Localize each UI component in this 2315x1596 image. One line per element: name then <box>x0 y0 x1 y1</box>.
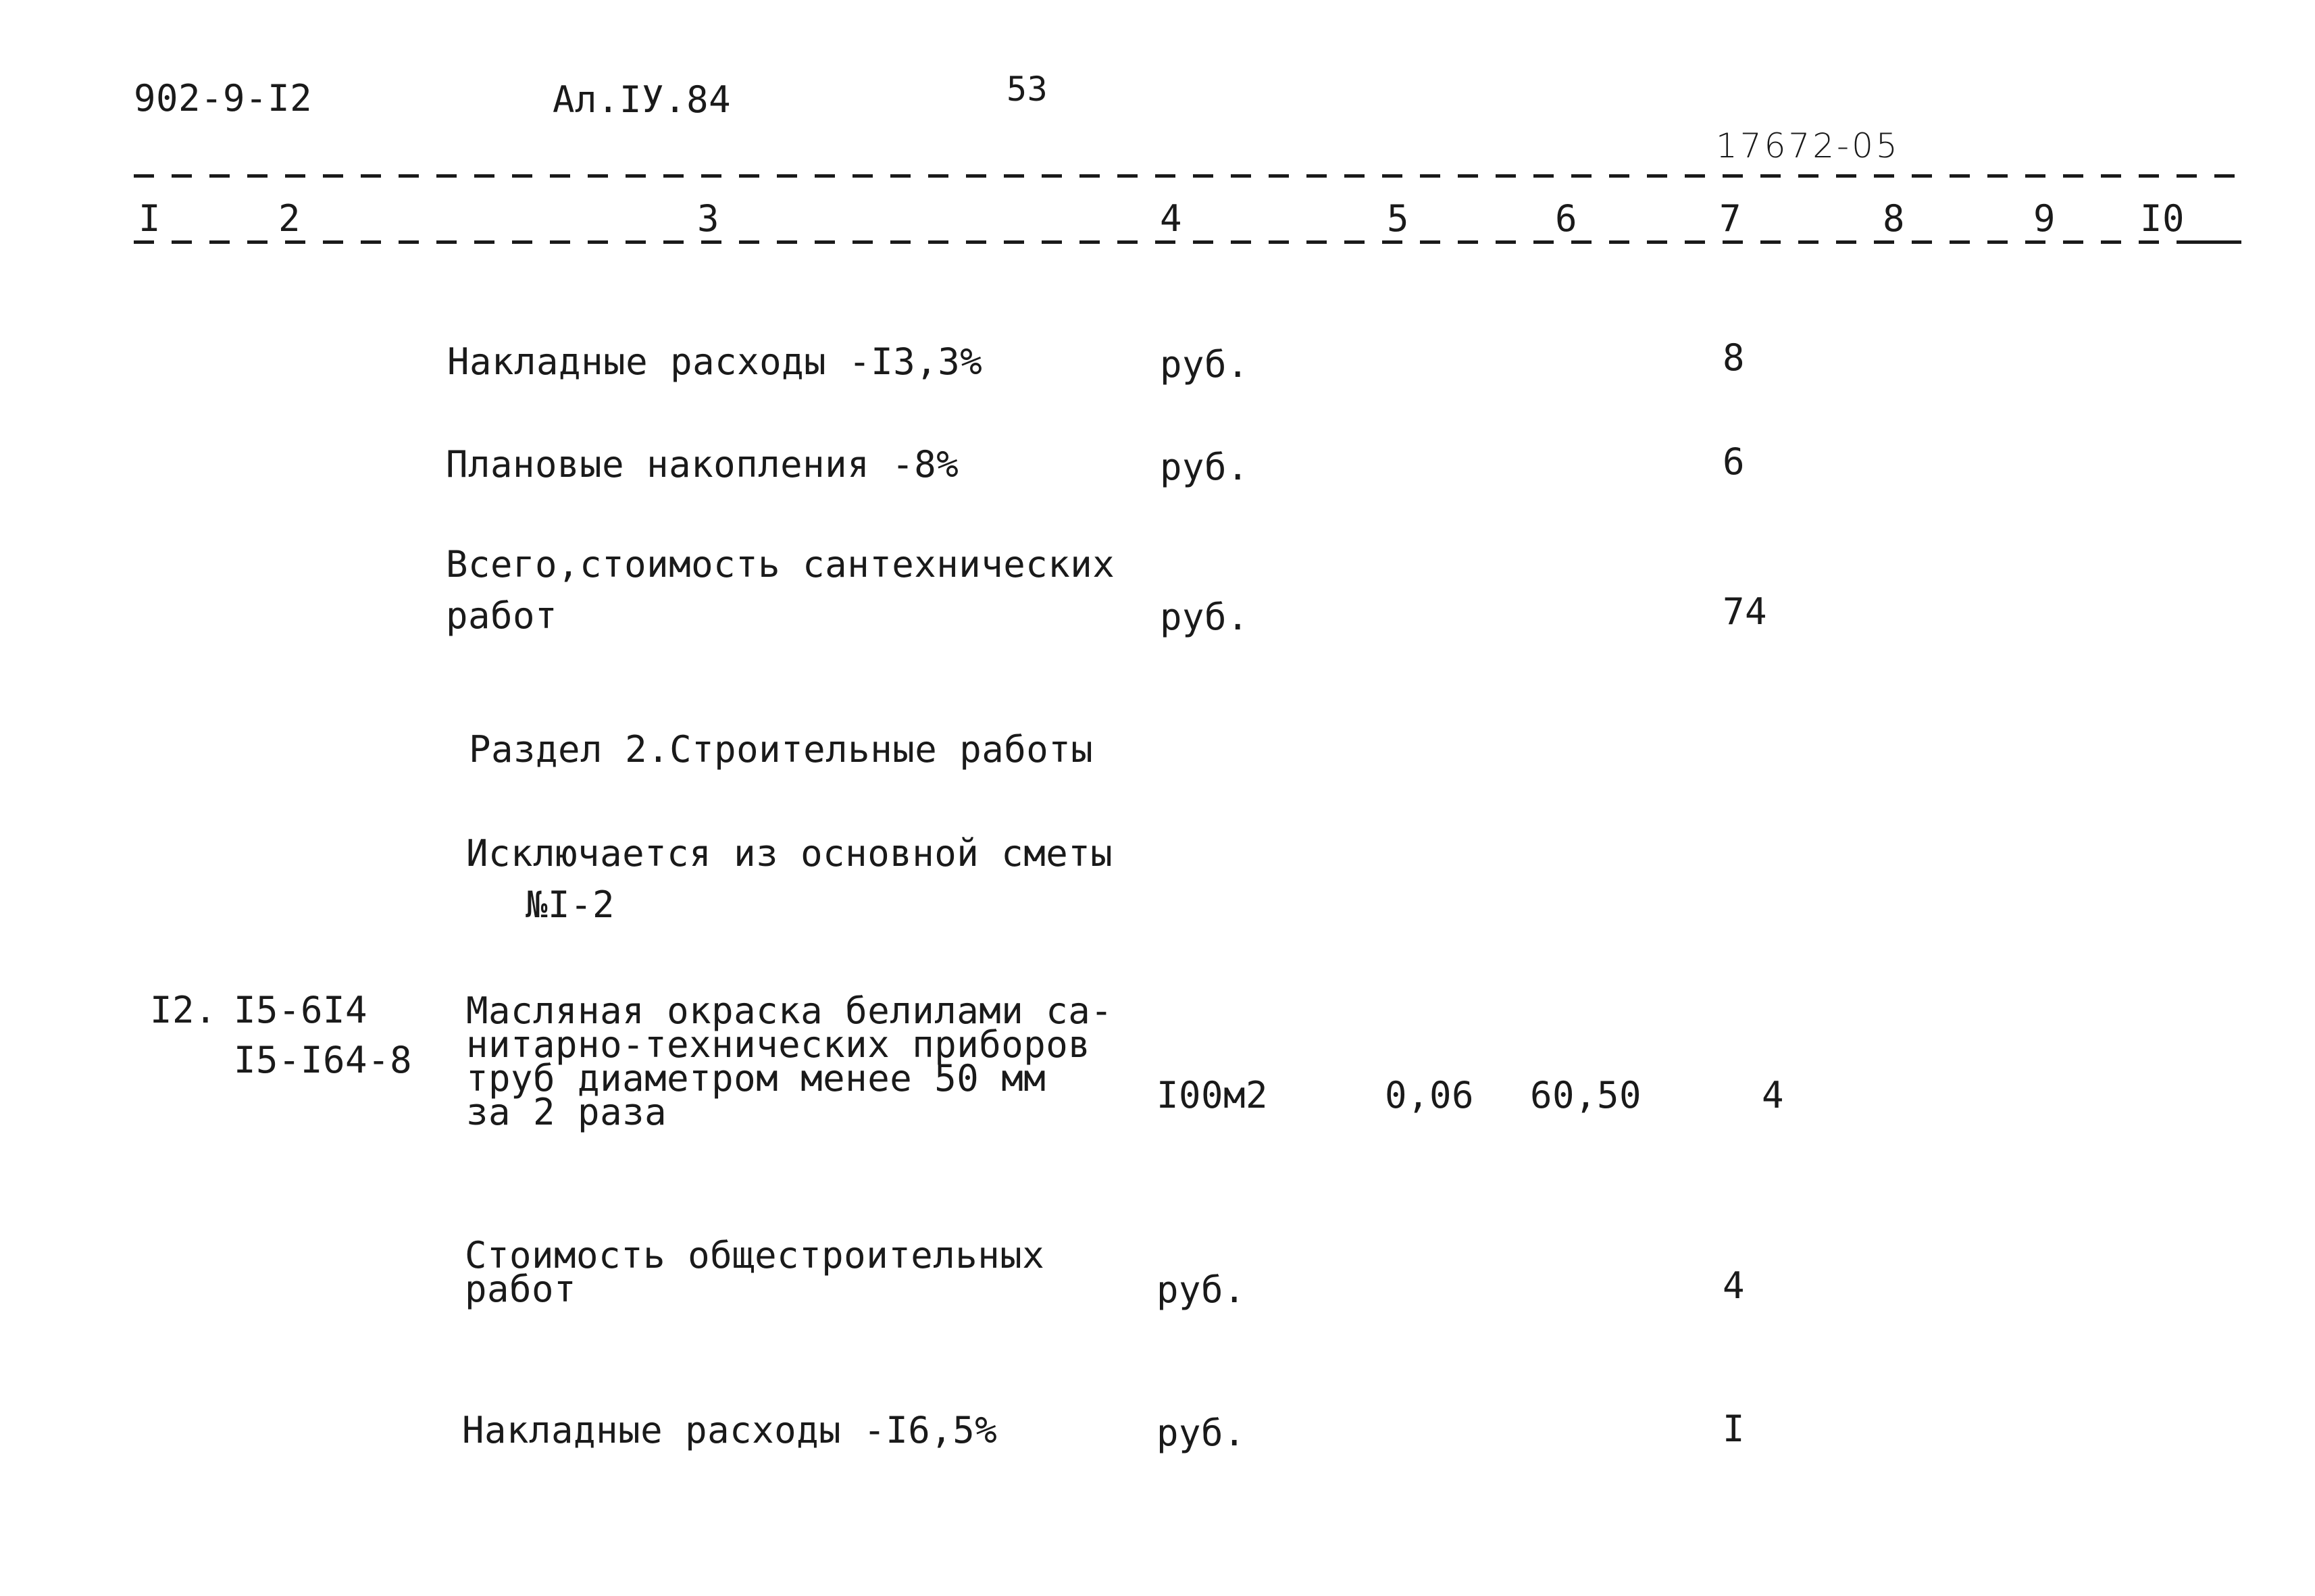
header-rule-bottom <box>134 240 2181 244</box>
row-unit: руб. <box>1160 596 1250 638</box>
row-total: 4 <box>1723 1264 1746 1307</box>
row-total: 4 <box>1762 1074 1785 1116</box>
row-name-line2: нитарно-технических приборов <box>466 1023 1091 1066</box>
column-number-7: 7 <box>1719 197 1742 240</box>
row-name-line2: №I-2 <box>526 883 615 926</box>
row-name: Накладные расходы -I3,3% <box>447 340 983 383</box>
column-number-6: 6 <box>1555 197 1578 240</box>
column-number-2: 2 <box>278 197 301 240</box>
row-unit: I00м2 <box>1156 1074 1269 1116</box>
row-name: Плановые накопления -8% <box>446 443 959 486</box>
row-quantity: 0,06 <box>1385 1074 1475 1116</box>
row-name-line3: труб диаметром менее 50 мм <box>466 1057 1046 1100</box>
row-unit: руб. <box>1156 1268 1246 1311</box>
column-number-3: 3 <box>697 197 720 240</box>
row-unit: руб. <box>1160 343 1250 386</box>
row-unit: руб. <box>1160 446 1250 488</box>
row-number: I2. <box>150 989 218 1031</box>
row-name: Накладные расходы -I6,5% <box>462 1409 998 1451</box>
section-title: Раздел 2.Строительные работы <box>469 728 1094 771</box>
row-name-line4: за 2 раза <box>466 1091 667 1133</box>
album-number: Ал.IУ.84 <box>553 78 732 121</box>
page-number: 53 <box>1007 70 1048 109</box>
row-price: 60,50 <box>1530 1074 1642 1116</box>
column-number-4: 4 <box>1160 197 1183 240</box>
column-number-9: 9 <box>2033 197 2056 240</box>
row-unit: руб. <box>1156 1412 1246 1454</box>
row-name-line2: работ <box>465 1268 577 1310</box>
row-name-line1: Исключается из основной сметы <box>466 832 1113 875</box>
row-code-2: I5-I64-8 <box>234 1039 413 1081</box>
row-name-line1: Масляная окраска белилами са- <box>466 989 1113 1032</box>
column-number-1: I <box>138 197 161 240</box>
column-number-8: 8 <box>1883 197 1906 240</box>
row-total: 74 <box>1723 590 1768 633</box>
doc-code: 902-9-I2 <box>134 77 313 120</box>
row-name-line2: работ <box>446 594 558 637</box>
header-rule-bottom-end <box>2181 240 2241 244</box>
row-name-line1: Всего,стоимость сантехнических <box>446 543 1115 586</box>
row-total: 6 <box>1723 440 1746 483</box>
row-total: I <box>1723 1408 1746 1450</box>
header-rule-top <box>134 174 2241 178</box>
row-total: 8 <box>1723 336 1746 379</box>
row-code-1: I5-6I4 <box>234 989 368 1031</box>
row-name-line1: Стоимость общестроительных <box>465 1234 1045 1277</box>
column-number-10: I0 <box>2140 197 2185 240</box>
stamp-number: 17672-05 <box>1716 126 1900 165</box>
column-number-5: 5 <box>1387 197 1410 240</box>
